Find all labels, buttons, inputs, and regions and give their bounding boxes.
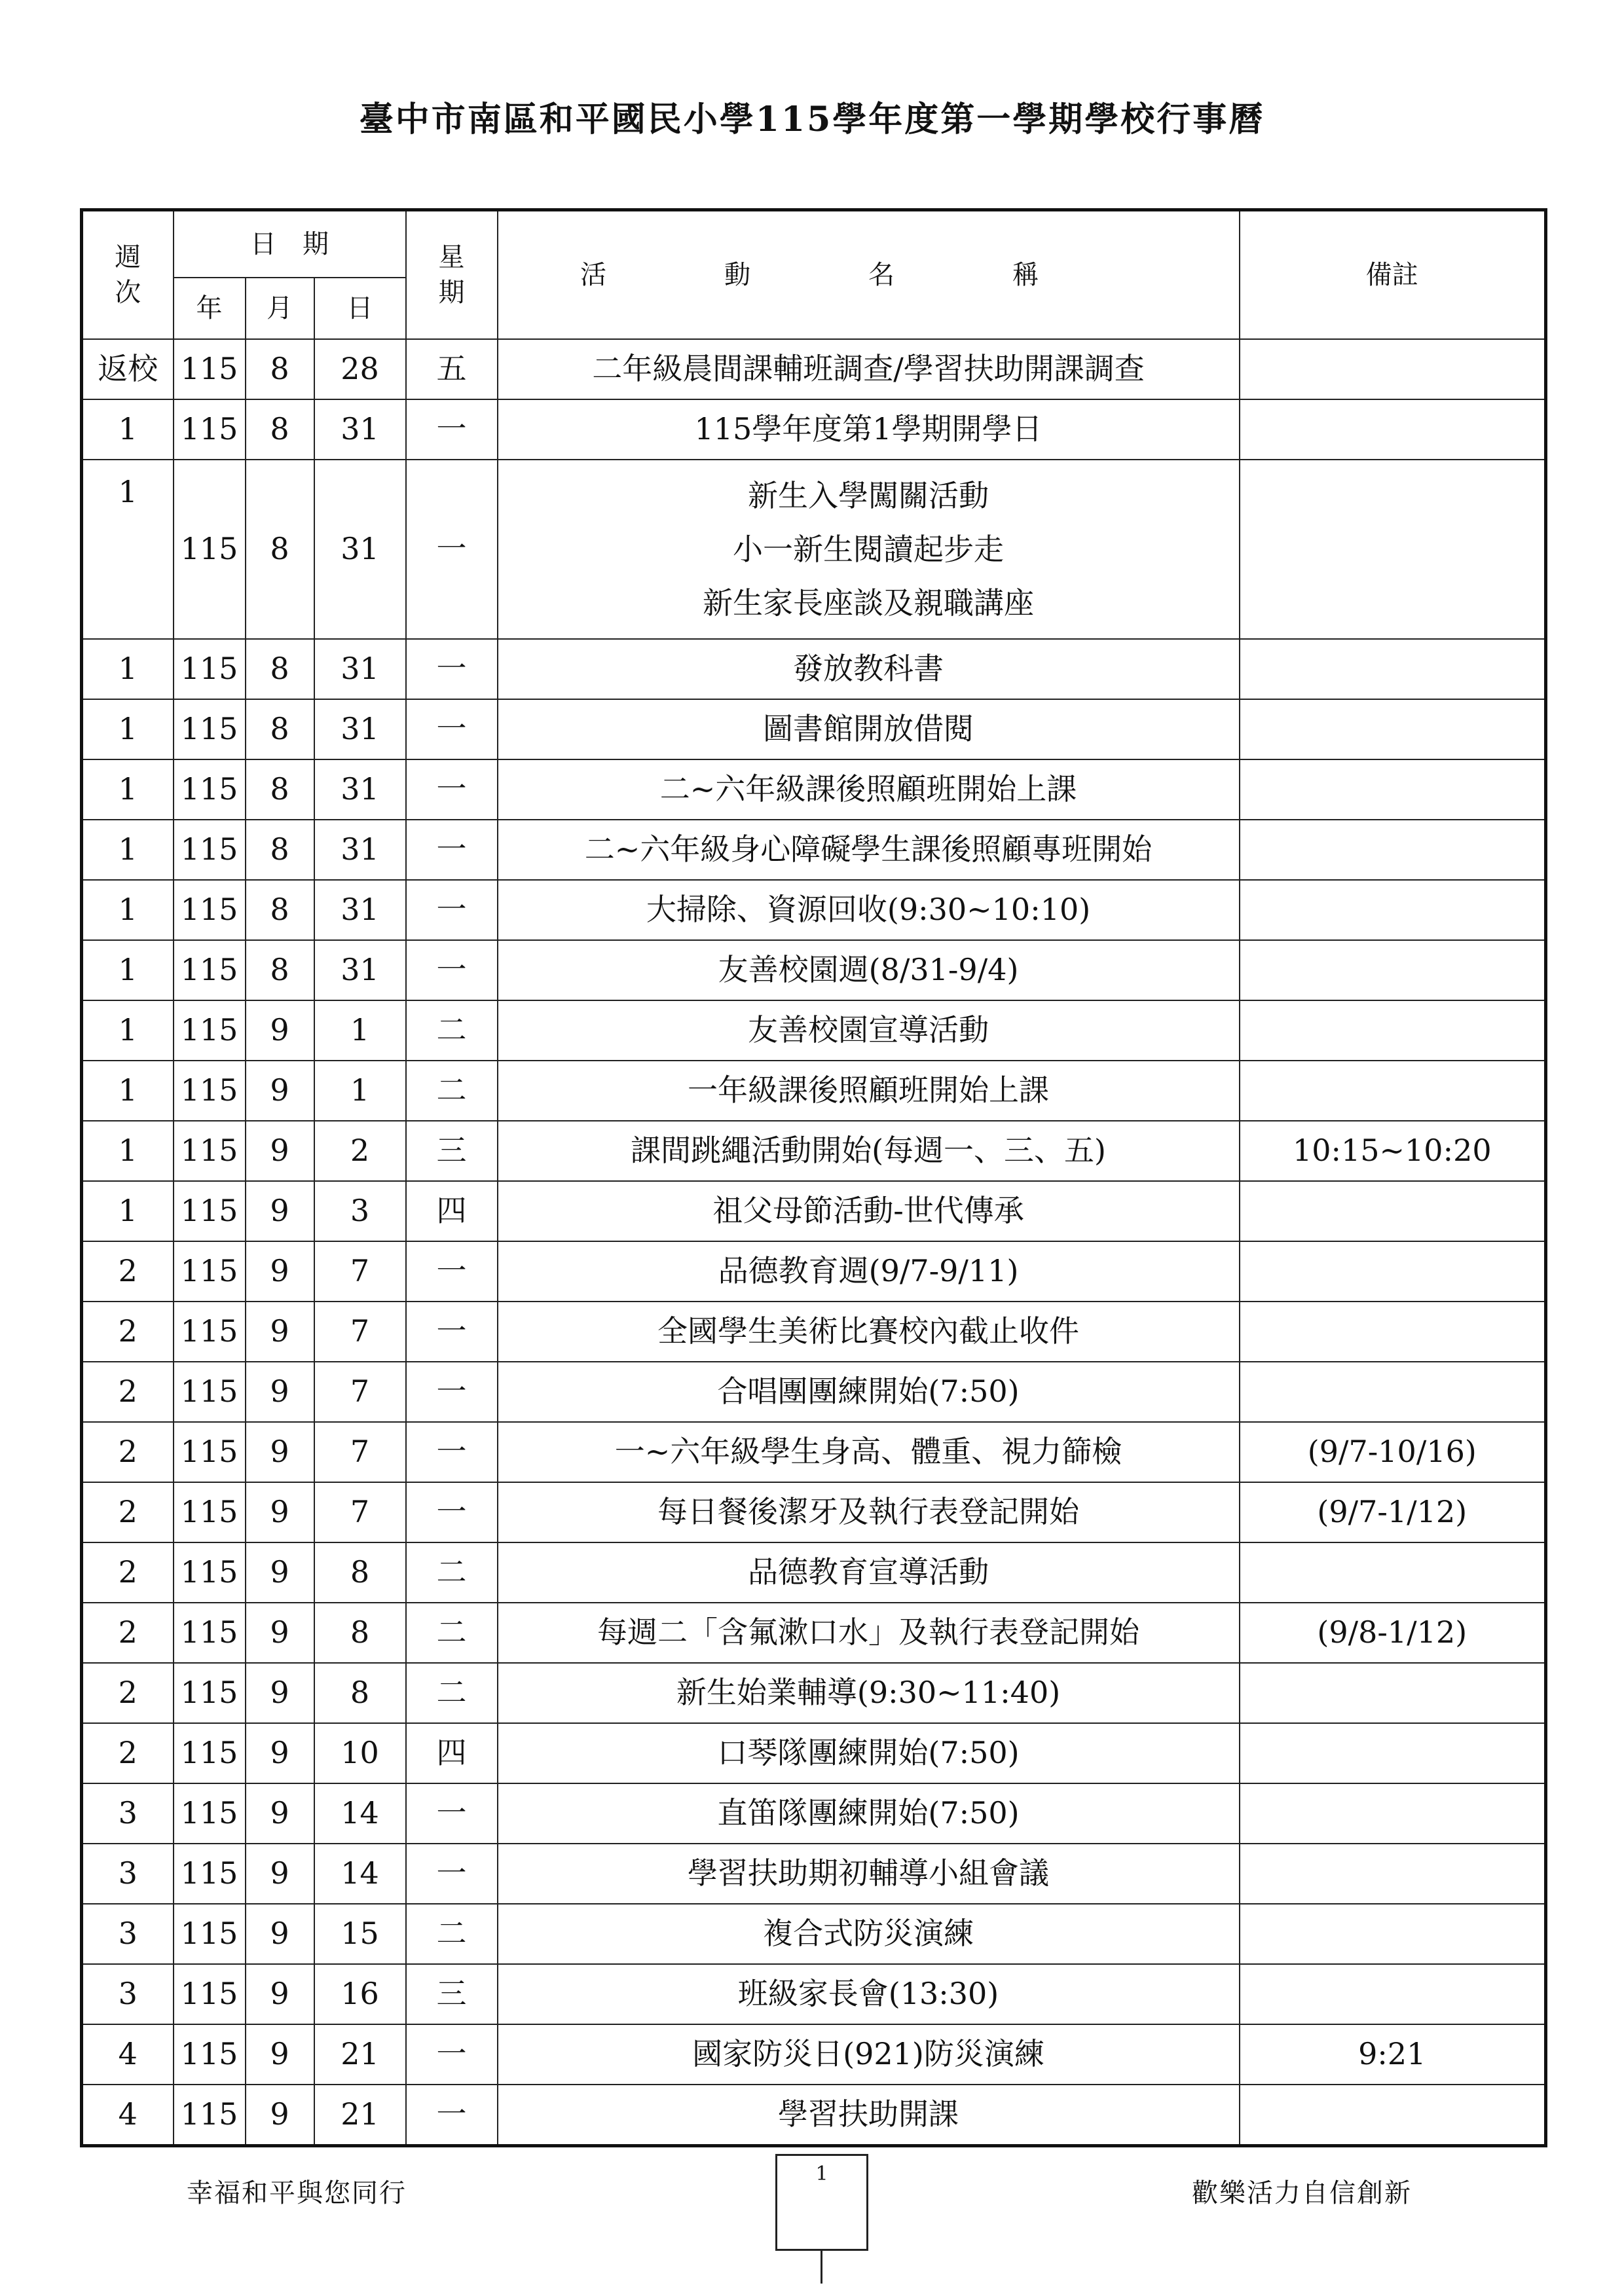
month-cell: 8 — [246, 759, 314, 820]
calendar-table — [80, 208, 1547, 2147]
activity-line: 學習扶助開課 — [778, 2096, 959, 2132]
year-cell: 115 — [174, 1061, 246, 1121]
weekday-cell: 二 — [406, 1904, 498, 1964]
remarks-cell — [1240, 399, 1546, 460]
activity-cell — [498, 460, 1240, 639]
activity-cell — [498, 639, 1240, 699]
header-weekday: 星期 — [406, 210, 498, 340]
year-cell: 115 — [174, 1000, 246, 1061]
activity-line: 大掃除、資源回收(9:30~10:10) — [646, 892, 1091, 928]
activity-line: 班級家長會(13:30) — [737, 1976, 999, 2012]
day-cell: 31 — [314, 820, 406, 880]
day-cell: 8 — [314, 1663, 406, 1723]
month-cell: 9 — [246, 1663, 314, 1723]
activity-line: 115學年度第1學期開學日 — [694, 411, 1043, 447]
table-row — [82, 339, 1546, 399]
day-cell: 31 — [314, 460, 406, 639]
table-row — [82, 460, 1546, 639]
page-number-stem — [821, 2251, 822, 2284]
day-cell: 21 — [314, 2085, 406, 2146]
remarks-cell: 9:21 — [1240, 2024, 1546, 2085]
year-cell: 115 — [174, 1482, 246, 1542]
table-row — [82, 399, 1546, 460]
year-cell: 115 — [174, 759, 246, 820]
activity-cell — [498, 940, 1240, 1000]
weekday-cell: 五 — [406, 339, 498, 399]
month-cell: 9 — [246, 1061, 314, 1121]
month-cell: 9 — [246, 1121, 314, 1181]
header-activity: 活動名稱 — [498, 210, 1240, 340]
day-cell: 3 — [314, 1181, 406, 1241]
activity-cell — [498, 1904, 1240, 1964]
month-cell: 9 — [246, 1422, 314, 1482]
table-row — [82, 1422, 1546, 1482]
activity-line: 每日餐後潔牙及執行表登記開始 — [657, 1494, 1080, 1530]
day-cell: 15 — [314, 1904, 406, 1964]
activity-line: 二~六年級身心障礙學生課後照顧專班開始 — [584, 831, 1153, 867]
month-cell: 9 — [246, 2085, 314, 2146]
activity-cell — [498, 1362, 1240, 1422]
activity-line: 發放教科書 — [793, 651, 944, 687]
remarks-cell — [1240, 759, 1546, 820]
month-cell: 9 — [246, 1904, 314, 1964]
table-row — [82, 759, 1546, 820]
day-cell: 7 — [314, 1302, 406, 1362]
week-cell: 3 — [82, 1904, 174, 1964]
year-cell: 115 — [174, 1121, 246, 1181]
activity-line: 合唱團團練開始(7:50) — [717, 1374, 1020, 1410]
year-cell: 115 — [174, 1542, 246, 1603]
weekday-cell: 一 — [406, 639, 498, 699]
weekday-cell: 一 — [406, 2085, 498, 2146]
weekday-cell: 一 — [406, 1241, 498, 1302]
activity-cell — [498, 339, 1240, 399]
day-cell: 21 — [314, 2024, 406, 2085]
activity-cell — [498, 399, 1240, 460]
weekday-cell: 一 — [406, 759, 498, 820]
table-row — [82, 1362, 1546, 1422]
activity-cell — [498, 1844, 1240, 1904]
year-cell: 115 — [174, 1302, 246, 1362]
remarks-cell — [1240, 820, 1546, 880]
week-cell: 2 — [82, 1723, 174, 1783]
day-cell: 31 — [314, 759, 406, 820]
table-row — [82, 880, 1546, 940]
table-row — [82, 1542, 1546, 1603]
year-cell: 115 — [174, 1241, 246, 1302]
activity-cell — [498, 880, 1240, 940]
activity-cell — [498, 1663, 1240, 1723]
weekday-cell: 一 — [406, 820, 498, 880]
week-cell: 2 — [82, 1542, 174, 1603]
year-cell: 115 — [174, 1844, 246, 1904]
header-month: 月 — [246, 278, 314, 339]
activity-line: 課間跳繩活動開始(每週一、三、五) — [631, 1133, 1106, 1169]
page-number-box — [775, 2154, 868, 2251]
weekday-cell: 一 — [406, 699, 498, 759]
week-cell: 2 — [82, 1241, 174, 1302]
day-cell: 28 — [314, 339, 406, 399]
activity-cell — [498, 1241, 1240, 1302]
week-cell: 1 — [82, 820, 174, 880]
day-cell: 31 — [314, 699, 406, 759]
activity-line: 新生始業輔導(9:30~11:40) — [676, 1675, 1061, 1711]
week-cell: 1 — [82, 639, 174, 699]
day-cell: 16 — [314, 1964, 406, 2024]
year-cell: 115 — [174, 1422, 246, 1482]
activity-cell — [498, 1603, 1240, 1663]
remarks-cell — [1240, 940, 1546, 1000]
table-row — [82, 1000, 1546, 1061]
year-cell: 115 — [174, 1181, 246, 1241]
year-cell: 115 — [174, 399, 246, 460]
activity-cell — [498, 1302, 1240, 1362]
week-cell: 3 — [82, 1783, 174, 1844]
week-cell: 2 — [82, 1362, 174, 1422]
month-cell: 8 — [246, 339, 314, 399]
year-cell: 115 — [174, 639, 246, 699]
table-row — [82, 940, 1546, 1000]
activity-line: 小一新生閱讀起步走 — [733, 532, 1005, 567]
day-cell: 14 — [314, 1844, 406, 1904]
week-cell: 3 — [82, 1964, 174, 2024]
month-cell: 9 — [246, 1482, 314, 1542]
week-cell: 2 — [82, 1603, 174, 1663]
day-cell: 7 — [314, 1482, 406, 1542]
table-row — [82, 1302, 1546, 1362]
header-remarks: 備註 — [1240, 210, 1546, 340]
weekday-cell: 一 — [406, 880, 498, 940]
weekday-cell: 一 — [406, 940, 498, 1000]
table-row — [82, 1964, 1546, 2024]
remarks-cell — [1240, 699, 1546, 759]
year-cell: 115 — [174, 339, 246, 399]
activity-line: 一~六年級學生身高、體重、視力篩檢 — [614, 1434, 1122, 1470]
activity-cell — [498, 1422, 1240, 1482]
calendar-body — [82, 339, 1546, 2146]
weekday-cell: 四 — [406, 1723, 498, 1783]
remarks-cell — [1240, 460, 1546, 639]
activity-line: 一年級課後照顧班開始上課 — [688, 1072, 1050, 1108]
activity-line: 品德教育宣導活動 — [748, 1554, 989, 1590]
year-cell: 115 — [174, 1362, 246, 1422]
header-date: 日 期 — [174, 210, 406, 278]
day-cell: 31 — [314, 639, 406, 699]
table-row — [82, 820, 1546, 880]
remarks-cell — [1240, 1904, 1546, 1964]
year-cell: 115 — [174, 2085, 246, 2146]
activity-line: 圖書館開放借閱 — [763, 711, 974, 747]
month-cell: 9 — [246, 1783, 314, 1844]
table-row — [82, 699, 1546, 759]
year-cell: 115 — [174, 460, 246, 639]
activity-cell — [498, 1061, 1240, 1121]
activity-cell — [498, 1723, 1240, 1783]
month-cell: 9 — [246, 1241, 314, 1302]
remarks-cell — [1240, 880, 1546, 940]
activity-cell — [498, 820, 1240, 880]
remarks-cell — [1240, 1061, 1546, 1121]
month-cell: 9 — [246, 1362, 314, 1422]
week-cell: 1 — [82, 759, 174, 820]
remarks-cell: 10:15~10:20 — [1240, 1121, 1546, 1181]
activity-cell — [498, 759, 1240, 820]
activity-line: 全國學生美術比賽校內截止收件 — [657, 1313, 1080, 1349]
weekday-cell: 一 — [406, 460, 498, 639]
month-cell: 8 — [246, 460, 314, 639]
remarks-cell — [1240, 1723, 1546, 1783]
header-year: 年 — [174, 278, 246, 339]
month-cell: 9 — [246, 2024, 314, 2085]
page-number: 1 — [815, 2162, 828, 2185]
remarks-cell: (9/7-10/16) — [1240, 1422, 1546, 1482]
week-cell: 1 — [82, 460, 174, 639]
table-row — [82, 639, 1546, 699]
footer-left-slogan: 幸福和平與您同行 — [187, 2178, 407, 2208]
table-row — [82, 1663, 1546, 1723]
weekday-cell: 四 — [406, 1181, 498, 1241]
weekday-cell: 一 — [406, 1362, 498, 1422]
month-cell: 9 — [246, 1000, 314, 1061]
week-cell: 4 — [82, 2024, 174, 2085]
weekday-cell: 一 — [406, 1482, 498, 1542]
weekday-cell: 二 — [406, 1603, 498, 1663]
week-cell: 1 — [82, 940, 174, 1000]
week-cell: 2 — [82, 1302, 174, 1362]
activity-line: 複合式防災演練 — [763, 1916, 974, 1952]
activity-cell — [498, 1783, 1240, 1844]
remarks-cell — [1240, 1302, 1546, 1362]
activity-cell — [498, 1000, 1240, 1061]
header-week: 週次 — [82, 210, 174, 340]
year-cell: 115 — [174, 699, 246, 759]
week-cell: 1 — [82, 399, 174, 460]
activity-cell — [498, 1121, 1240, 1181]
weekday-cell: 二 — [406, 1663, 498, 1723]
day-cell: 8 — [314, 1603, 406, 1663]
remarks-cell — [1240, 1181, 1546, 1241]
activity-line: 二年級晨間課輔班調查/學習扶助開課調查 — [592, 351, 1145, 387]
week-cell: 1 — [82, 1000, 174, 1061]
month-cell: 8 — [246, 399, 314, 460]
month-cell: 9 — [246, 1723, 314, 1783]
year-cell: 115 — [174, 820, 246, 880]
month-cell: 8 — [246, 820, 314, 880]
remarks-cell — [1240, 1241, 1546, 1302]
activity-cell — [498, 699, 1240, 759]
week-cell: 返校 — [82, 339, 174, 399]
year-cell: 115 — [174, 2024, 246, 2085]
activity-line: 友善校園週(8/31-9/4) — [718, 952, 1019, 988]
month-cell: 8 — [246, 940, 314, 1000]
month-cell: 8 — [246, 639, 314, 699]
week-cell: 2 — [82, 1663, 174, 1723]
weekday-cell: 三 — [406, 1121, 498, 1181]
weekday-cell: 三 — [406, 1964, 498, 2024]
weekday-cell: 二 — [406, 1061, 498, 1121]
week-cell: 1 — [82, 699, 174, 759]
table-row — [82, 1121, 1546, 1181]
activity-line: 國家防災日(921)防災演練 — [692, 2036, 1044, 2072]
activity-line: 新生入學闖關活動 — [748, 478, 989, 513]
activity-line: 新生家長座談及親職講座 — [703, 585, 1035, 621]
weekday-cell: 二 — [406, 1000, 498, 1061]
remarks-cell — [1240, 1783, 1546, 1844]
activity-cell — [498, 1964, 1240, 2024]
activity-cell — [498, 2085, 1240, 2146]
remarks-cell: (9/8-1/12) — [1240, 1603, 1546, 1663]
table-row — [82, 1603, 1546, 1663]
remarks-cell — [1240, 1362, 1546, 1422]
day-cell: 31 — [314, 940, 406, 1000]
day-cell: 8 — [314, 1542, 406, 1603]
day-cell: 2 — [314, 1121, 406, 1181]
activity-line: 友善校園宣導活動 — [748, 1012, 989, 1048]
week-cell: 1 — [82, 880, 174, 940]
activity-line: 品德教育週(9/7-9/11) — [718, 1253, 1019, 1289]
year-cell: 115 — [174, 1603, 246, 1663]
week-cell: 2 — [82, 1482, 174, 1542]
activity-line: 口琴隊團練開始(7:50) — [717, 1735, 1020, 1771]
table-row — [82, 2024, 1546, 2085]
month-cell: 9 — [246, 1181, 314, 1241]
header-day: 日 — [314, 278, 406, 339]
year-cell: 115 — [174, 1723, 246, 1783]
remarks-cell — [1240, 339, 1546, 399]
month-cell: 9 — [246, 1302, 314, 1362]
table-row — [82, 1181, 1546, 1241]
activity-cell — [498, 2024, 1240, 2085]
week-cell: 4 — [82, 2085, 174, 2146]
week-cell: 1 — [82, 1061, 174, 1121]
year-cell: 115 — [174, 940, 246, 1000]
weekday-cell: 一 — [406, 399, 498, 460]
remarks-cell — [1240, 1663, 1546, 1723]
table-row — [82, 1241, 1546, 1302]
activity-line: 學習扶助期初輔導小組會議 — [688, 1855, 1050, 1891]
day-cell: 1 — [314, 1061, 406, 1121]
month-cell: 8 — [246, 880, 314, 940]
table-row — [82, 2085, 1546, 2146]
remarks-cell — [1240, 1000, 1546, 1061]
remarks-cell — [1240, 1964, 1546, 2024]
activity-line: 直笛隊團練開始(7:50) — [717, 1795, 1020, 1831]
table-row — [82, 1723, 1546, 1783]
day-cell: 31 — [314, 880, 406, 940]
month-cell: 8 — [246, 699, 314, 759]
day-cell: 1 — [314, 1000, 406, 1061]
day-cell: 7 — [314, 1422, 406, 1482]
weekday-cell: 一 — [406, 1783, 498, 1844]
day-cell: 14 — [314, 1783, 406, 1844]
remarks-cell — [1240, 1844, 1546, 1904]
year-cell: 115 — [174, 1783, 246, 1844]
day-cell: 10 — [314, 1723, 406, 1783]
month-cell: 9 — [246, 1964, 314, 2024]
week-cell: 1 — [82, 1121, 174, 1181]
remarks-cell — [1240, 639, 1546, 699]
footer-right-slogan: 歡樂活力自信創新 — [1192, 2178, 1412, 2208]
activity-cell — [498, 1482, 1240, 1542]
week-cell: 3 — [82, 1844, 174, 1904]
weekday-cell: 一 — [406, 1302, 498, 1362]
remarks-cell — [1240, 1542, 1546, 1603]
day-cell: 7 — [314, 1241, 406, 1302]
table-row — [82, 1904, 1546, 1964]
remarks-cell — [1240, 2085, 1546, 2146]
activity-cell — [498, 1181, 1240, 1241]
weekday-cell: 二 — [406, 1542, 498, 1603]
table-row — [82, 1482, 1546, 1542]
weekday-cell: 一 — [406, 1844, 498, 1904]
weekday-cell: 一 — [406, 1422, 498, 1482]
year-cell: 115 — [174, 1663, 246, 1723]
table-row — [82, 1061, 1546, 1121]
day-cell: 7 — [314, 1362, 406, 1422]
activity-line: 祖父母節活動-世代傳承 — [712, 1193, 1024, 1229]
weekday-cell: 一 — [406, 2024, 498, 2085]
month-cell: 9 — [246, 1844, 314, 1904]
activity-line: 每週二「含氟漱口水」及執行表登記開始 — [597, 1614, 1140, 1650]
page-title: 臺中市南區和平國民小學115學年度第一學期學校行事曆 — [359, 100, 1265, 139]
week-cell: 2 — [82, 1422, 174, 1482]
year-cell: 115 — [174, 1964, 246, 2024]
year-cell: 115 — [174, 880, 246, 940]
month-cell: 9 — [246, 1603, 314, 1663]
year-cell: 115 — [174, 1904, 246, 1964]
activity-cell — [498, 1542, 1240, 1603]
day-cell: 31 — [314, 399, 406, 460]
table-row — [82, 1844, 1546, 1904]
table-row — [82, 1783, 1546, 1844]
remarks-cell: (9/7-1/12) — [1240, 1482, 1546, 1542]
week-cell: 1 — [82, 1181, 174, 1241]
activity-line: 二~六年級課後照顧班開始上課 — [659, 771, 1077, 807]
month-cell: 9 — [246, 1542, 314, 1603]
